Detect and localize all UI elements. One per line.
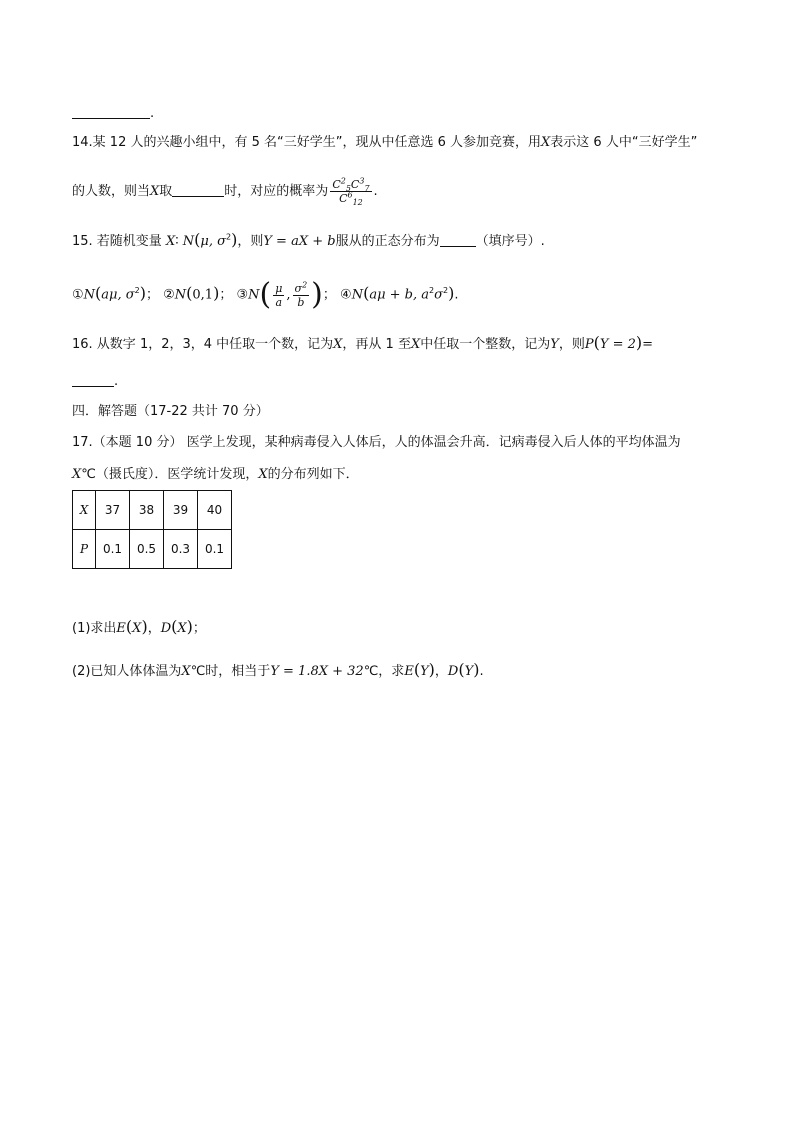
table-cell: 0.1 [198, 530, 232, 569]
q17-part1: (1)求出E(X)，D(X)； [72, 617, 206, 636]
q15-answer-blank [440, 232, 476, 247]
q14-probability-fraction: $\frac{C^2_5C^3_7}{C^6_{12}}$ [332, 176, 370, 208]
distribution-table [72, 490, 232, 569]
q14-line2: 的人数，则当X取 时，对应的概率为 $\frac{C^2_5C^3_7}{C^6_{12}}$ . [72, 176, 378, 208]
table-cell: 39 [164, 491, 198, 530]
table-header-x: X [73, 491, 96, 530]
q16-line1: 16. 从数字 1，2，3，4 中任取一个数，记为X，再从 1 至X中任取一个整数，记为Y，则P(Y = 2)= [72, 333, 654, 352]
q17-part2: (2)已知人体体温为X℃时，相当于Y = 1.8X + 32℃，求E(Y)，D(Y). [72, 660, 484, 679]
q14-line1: 14.某 12 人的兴趣小组中，有 5 名“三好学生”，现从中任意选 6 人参加竞赛，用X表示这 6 人中“三好学生” [72, 135, 698, 150]
answer-blank [72, 104, 150, 119]
opt3-fraction-mu-a: $\frac{\mu}{a}$ [275, 281, 283, 309]
q16-answer-blank [72, 372, 114, 387]
q16-line2: . [72, 372, 118, 392]
q14-answer-blank [172, 182, 224, 197]
table-cell: 0.5 [130, 530, 164, 569]
table-cell: 37 [96, 491, 130, 530]
q17-line1: 17.（本题 10 分） 医学上发现，某种病毒侵入人体后，人的体温会升高．记病毒侵入后人体的平均体温为 [72, 435, 681, 450]
q15-line1: 15. 若随机变量 X∶ N(μ, $\sigma^2$)，则Y = aX + b服从的正态分布为 （填序号）. [72, 230, 545, 249]
q17-line2: X℃（摄氏度）．医学统计发现，X的分布列如下． [72, 467, 359, 482]
table-cell: 0.3 [164, 530, 198, 569]
previous-answer-blank: . [72, 104, 154, 124]
section-heading: 四．解答题（17-22 共计 70 分） [72, 404, 269, 419]
table-header-p: P [73, 530, 96, 569]
table-cell: 38 [130, 491, 164, 530]
table-cell: 0.1 [96, 530, 130, 569]
table-cell: 40 [198, 491, 232, 530]
opt3-fraction-sigma-b: $\frac{\sigma^2}{b}$ [294, 279, 308, 309]
table-row [73, 491, 232, 530]
q15-options: ①N(aμ, $\sigma^2$)； ②N(0,1)； ③N( $\frac{\mu}{a}$ , $\frac{\sigma^2}{b}$ )； ④N(aμ + b, $a^2\sigma^2$). [72, 277, 459, 312]
table-row [73, 530, 232, 569]
